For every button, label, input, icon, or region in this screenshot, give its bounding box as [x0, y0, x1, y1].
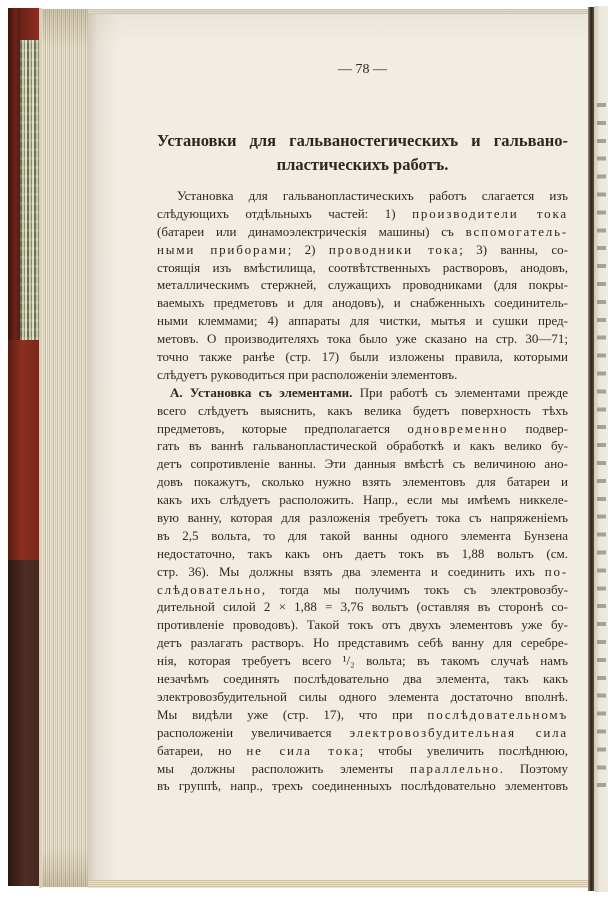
facing-page-text-fragments [597, 94, 606, 799]
text-line [157, 706, 568, 724]
emphasized-text: параллельно [410, 760, 500, 776]
text-segment: предметовъ, которые предполагается [157, 420, 408, 436]
text-line [157, 384, 568, 402]
text-segment: Установка для гальванопластическихъ работъ слагается изъ [177, 188, 568, 203]
text-segment: , тогда мы получимъ токъ съ электровозбу- [261, 581, 568, 597]
text-segment: нія, которая требуетъ всего ¹/₂ вольта; въ такомъ случаѣ намъ [157, 653, 568, 669]
emphasized-text: одновременно [407, 420, 509, 436]
emphasized-text: проводники тока [328, 241, 460, 257]
text-segment: ; чтобы увеличить послѣднюю, [359, 742, 568, 758]
text-segment: детъ разлагать растворъ. Но представимъ себѣ ванну для серебре- [157, 635, 568, 651]
book-page [88, 14, 588, 880]
emphasized-text: ными приборами [157, 241, 288, 257]
text-line [157, 223, 568, 241]
paragraph [157, 187, 568, 384]
text-line [157, 294, 568, 312]
text-segment: ; 2) [287, 241, 329, 257]
text-line [157, 527, 568, 545]
binding-marbled-paper [20, 40, 39, 340]
text-line [157, 366, 568, 384]
section-title-line: пластическихъ работъ. [276, 155, 449, 174]
text-line [157, 760, 568, 778]
text-segment: . Поэтому [499, 760, 568, 776]
text-segment: незачѣмъ соединять послѣдовательно два элемента, такъ какъ [157, 671, 568, 687]
text-line [157, 777, 568, 795]
text-line [157, 688, 568, 706]
text-segment: электровозбудительной силы одного элемента достаточно вполнѣ. [157, 688, 568, 704]
text-segment: недостаточно, такъ какъ онъ даетъ токъ въ 1,88 вольтъ (см. [157, 545, 568, 561]
text-segment: ными клеммами; 4) аппараты для чистки, мытья и сушки пред- [157, 313, 568, 329]
text-line [157, 724, 568, 742]
emphasized-text: вспомогатель- [465, 223, 568, 239]
text-segment: какъ ихъ слѣдуетъ расположить. Напр., если мы имѣемъ никкеле- [157, 492, 568, 508]
text-line [157, 205, 568, 223]
section-title [157, 129, 568, 177]
text-line [157, 276, 568, 294]
text-line [157, 616, 568, 634]
page-edges-bottom [88, 879, 588, 888]
text-segment: въ группѣ, напр., трехъ соединенныхъ послѣдовательно элементовъ [157, 778, 568, 794]
text-segment: стр. 36). Мы должны взять два элемента и соединить ихъ [157, 563, 545, 579]
text-line [157, 652, 568, 670]
text-segment: Мы видѣли уже (стр. 17), что при [157, 706, 428, 722]
binding-leather-brown [8, 560, 39, 886]
emphasized-text: слѣдовательно [157, 581, 262, 597]
text-segment: довъ покажутъ, сколько нужно взять элементовъ для батареи и [157, 474, 568, 490]
text-line [157, 598, 568, 616]
section-title-line: Установки для гальваностегическихъ и гальвано- [157, 131, 568, 150]
text-line [157, 509, 568, 527]
text-line [157, 187, 568, 205]
emphasized-text: по- [544, 563, 568, 579]
text-line [157, 455, 568, 473]
text-line [157, 670, 568, 688]
text-segment: противленіе проводовъ). Такой токъ отъ двухъ элементовъ уже бу- [157, 617, 568, 633]
text-column [157, 187, 568, 795]
text-line [157, 742, 568, 760]
binding-leather-top [20, 8, 39, 40]
text-line [157, 473, 568, 491]
text-segment: гать въ ваннѣ гальванопластической обработкѣ и какъ велико бу- [157, 438, 568, 454]
text-segment: (батареи или динамоэлектрическія машины) съ [157, 223, 466, 239]
text-line [157, 402, 568, 420]
text-line [157, 563, 568, 581]
text-segment: мы должны расположить элементы [157, 760, 411, 776]
text-segment: точно также ранѣе (стр. 17) были изложены правила, которыми [157, 349, 568, 365]
text-line [157, 348, 568, 366]
text-line [157, 241, 568, 259]
text-line [157, 634, 568, 652]
emphasized-text: производители тока [412, 205, 568, 221]
text-line [157, 437, 568, 455]
text-segment: При работѣ съ элементами прежде [352, 384, 568, 400]
text-segment: метовъ. О производителяхъ тока было уже сказано на стр. 30—71; [157, 331, 568, 347]
section-subheading: А. Установка съ элементами. [170, 384, 353, 400]
text-line [157, 330, 568, 348]
text-segment: ваемыхъ предметовъ и для анодовъ), и снабженныхъ соединитель- [157, 295, 568, 311]
emphasized-text: не сила тока [246, 742, 360, 758]
text-segment: расположеніи увеличивается [157, 724, 350, 740]
text-segment: вую ванну, которая для разложенія требуетъ тока съ напряженіемъ [157, 510, 568, 526]
emphasized-text: послѣдовательномъ [427, 706, 568, 722]
text-segment: подвер- [508, 420, 568, 436]
text-segment: въ 2,5 вольта, то для такой ванны одного элемента Бунзена [157, 527, 568, 543]
text-segment: детъ сопротивленіе ванны. Эти данныя вмѣстѣ съ величиною ано- [157, 456, 568, 472]
paragraph [157, 384, 568, 795]
text-segment: металлическимъ стержней, служащихъ проводниками (для покры- [157, 277, 568, 293]
text-line [157, 545, 568, 563]
page-number: — 78 — [338, 62, 387, 77]
text-segment: слѣдующихъ отдѣльныхъ частей: 1) [157, 205, 413, 221]
emphasized-text: электровозбудительная сила [349, 724, 568, 740]
facing-page-edge [594, 6, 608, 892]
text-segment: дительной силой 2 × 1,88 = 3,76 вольтъ (оставляя въ сторонѣ со- [157, 599, 568, 615]
page-edges-stack [42, 9, 89, 887]
text-line [157, 491, 568, 509]
text-line [157, 420, 568, 438]
text-segment: слѣдуетъ руководиться при расположеніи элементовъ. [157, 366, 458, 382]
text-segment: стоящія изъ вмѣстилища, соотвѣтственныхъ растворовъ, анодовъ, [157, 259, 568, 275]
binding-leather-red [8, 340, 39, 560]
text-segment: всего слѣдуетъ выяснить, какъ велика будетъ поверхность тѣхъ [157, 402, 568, 418]
text-segment: ; 3) ванны, со- [459, 241, 568, 257]
text-segment: батареи, но [157, 742, 247, 758]
text-line [157, 312, 568, 330]
text-line [157, 259, 568, 277]
text-line [157, 581, 568, 599]
